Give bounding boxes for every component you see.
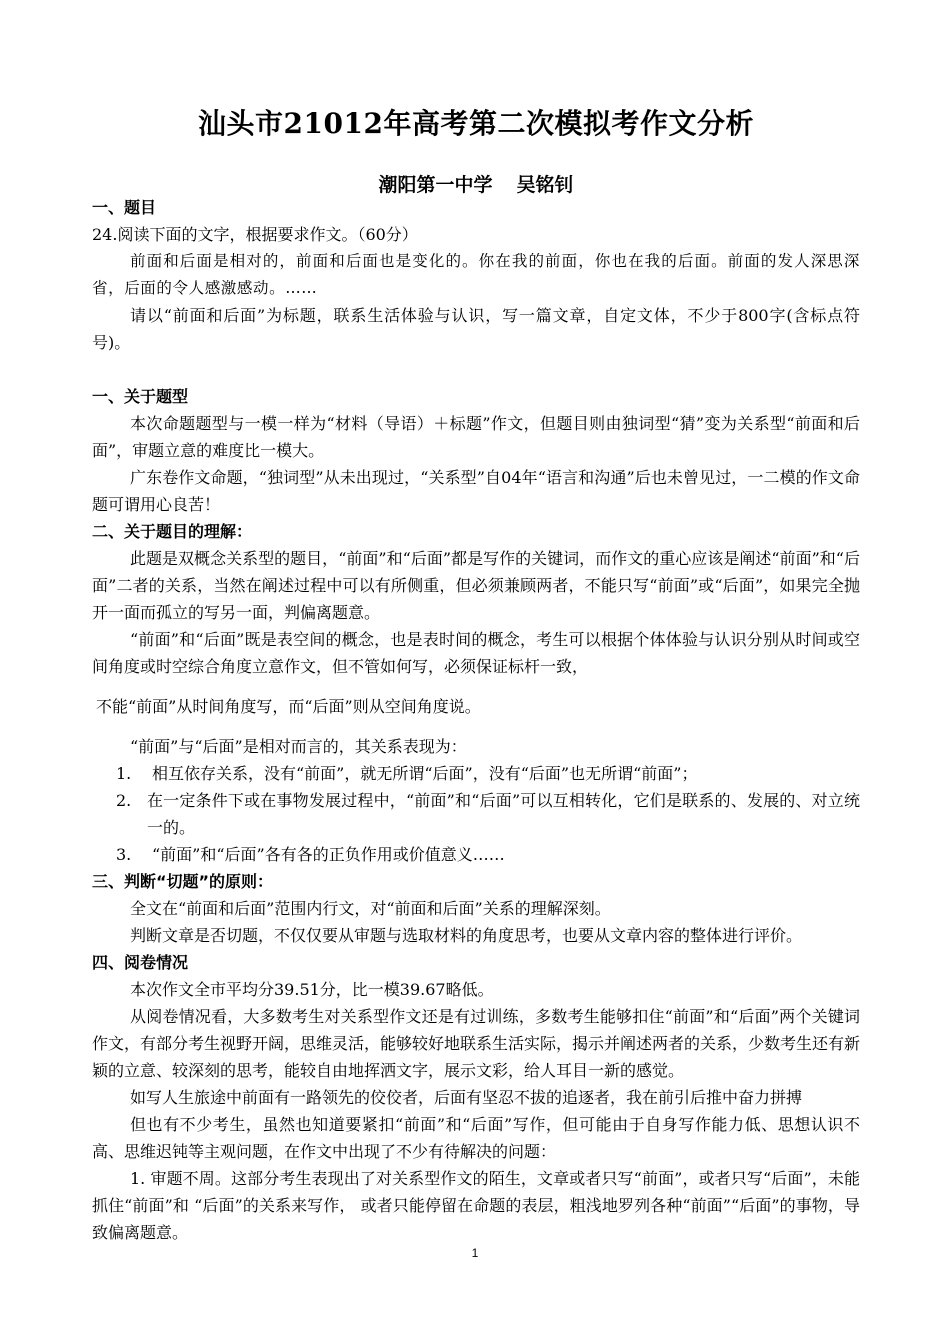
paragraph: 本次命题题型与一模一样为“材料（导语）＋标题”作文，但题目则由独词型“猜”变为关系型“前面和后面”，审题立意的难度比一模大。 bbox=[92, 414, 860, 460]
paragraph: “前面”与“后面”是相对而言的，其关系表现为： bbox=[130, 737, 467, 756]
author-name: 吴铭钊 bbox=[516, 174, 574, 196]
list-item bbox=[92, 841, 860, 868]
paragraph: 但也有不少考生，虽然也知道要紧扣“前面”和“后面”写作，但可能由于自身写作能力低、思想认识不高、思维迟钝等主观问题，在作文中出现了不少有待解决的问题： bbox=[92, 1115, 860, 1161]
spacer bbox=[92, 680, 860, 693]
section-heading-principle: 三、判断“切题”的原则： bbox=[92, 872, 274, 891]
paragraph: 此题是双概念关系型的题目，“前面”和“后面”都是写作的关键词，而作文的重心应该是阐述“前面”和“后面”二者的关系，当然在阐述过程中可以有所侧重，但必须兼顾两者，不能只写“前面”或“后面”，如果完全抛开一面而孤立的写另一面，判偏离题意。 bbox=[92, 549, 860, 622]
blank-line bbox=[92, 356, 860, 383]
paragraph: 从阅卷情况看，大多数考生对关系型作文还是有过训练，多数考生能够扣住“前面”和“后面”两个关键词作文，有部分考生视野开阔，思维灵活，能够较好地联系生活实际，揭示并阐述两者的关系，少数考生还有新颖的立意、较深刻的思考，能较自由地挥洒文字，展示文彩，给人耳目一新的感觉。 bbox=[92, 1007, 861, 1080]
list-item bbox=[92, 760, 860, 787]
prompt-text: 24.阅读下面的文字，根据要求作文。（60分） bbox=[92, 225, 418, 244]
paragraph: 全文在“前面和后面”范围内行文，对“前面和后面”关系的理解深刻。 bbox=[130, 899, 611, 918]
document-title: 汕头市21012年高考第二次模拟考作文分析 bbox=[198, 107, 754, 140]
list-item-number: 1. bbox=[116, 764, 132, 783]
requirement-text: 请以“前面和后面”为标题，联系生活体验与认识，写一篇文章，自定文体，不少于800字(含标点符号)。 bbox=[92, 306, 860, 352]
list-item-number: 3. bbox=[116, 845, 132, 864]
document-body bbox=[92, 194, 860, 1246]
paragraph: “前面”和“后面”既是表空间的概念，也是表时间的概念，考生可以根据个体体验与认识分别从时间或空间角度或时空综合角度立意作文，但不管如何写，必须保证标杆一致， bbox=[92, 630, 860, 676]
list-item-text: 相互依存关系，没有“前面”，就无所谓“后面”，没有“后面”也无所谓“前面”； bbox=[152, 764, 698, 783]
list-item-number: 2. bbox=[116, 791, 132, 810]
spacer bbox=[92, 720, 860, 733]
section-heading-topic: 一、题目 bbox=[92, 198, 157, 217]
paragraph: 1. 审题不周。这部分考生表现出了对关系型作文的陌生，文章或者只写“前面”，或者只写“后面”，未能抓住“前面”和 “后面”的关系来写作， 或者只能停留在命题的表层，粗浅地罗列各种“前面”“后面”的事物，导致偏离题意。 bbox=[92, 1169, 860, 1242]
section-heading-type: 一、关于题型 bbox=[92, 387, 189, 406]
section-heading-understanding: 二、关于题目的理解： bbox=[92, 522, 253, 541]
paragraph: 不能“前面”从时间角度写，而“后面”则从空间角度说。 bbox=[96, 697, 481, 716]
page-number: 1 bbox=[471, 1246, 479, 1260]
list-item-text: “前面”和“后面”各有各的正负作用或价值意义…… bbox=[152, 845, 505, 864]
list-item-text: 在一定条件下或在事物发展过程中，“前面”和“后面”可以互相转化，它们是联系的、发展的、对立统一的。 bbox=[147, 791, 860, 837]
paragraph: 本次作文全市平均分39.51分，比一模39.67略低。 bbox=[130, 980, 494, 999]
author-school: 潮阳第一中学 bbox=[378, 174, 493, 196]
material-quote: 前面和后面是相对的，前面和后面也是变化的。你在我的前面，你也在我的后面。前面的发人深思深省，后面的令人感激感动。…… bbox=[92, 252, 860, 297]
section-heading-grading: 四、阅卷情况 bbox=[92, 953, 189, 972]
list-item bbox=[92, 787, 860, 841]
paragraph: 判断文章是否切题，不仅仅要从审题与选取材料的角度思考，也要从文章内容的整体进行评价。 bbox=[130, 926, 803, 945]
paragraph: 如写人生旅途中前面有一路领先的佼佼者，后面有坚忍不拔的追逐者，我在前引后推中奋力拼搏 bbox=[130, 1088, 803, 1107]
paragraph: 广东卷作文命题，“独词型”从未出现过，“关系型”自04年“语言和沟通”后也未曾见过，一二模的作文命题可谓用心良苦！ bbox=[92, 468, 860, 514]
